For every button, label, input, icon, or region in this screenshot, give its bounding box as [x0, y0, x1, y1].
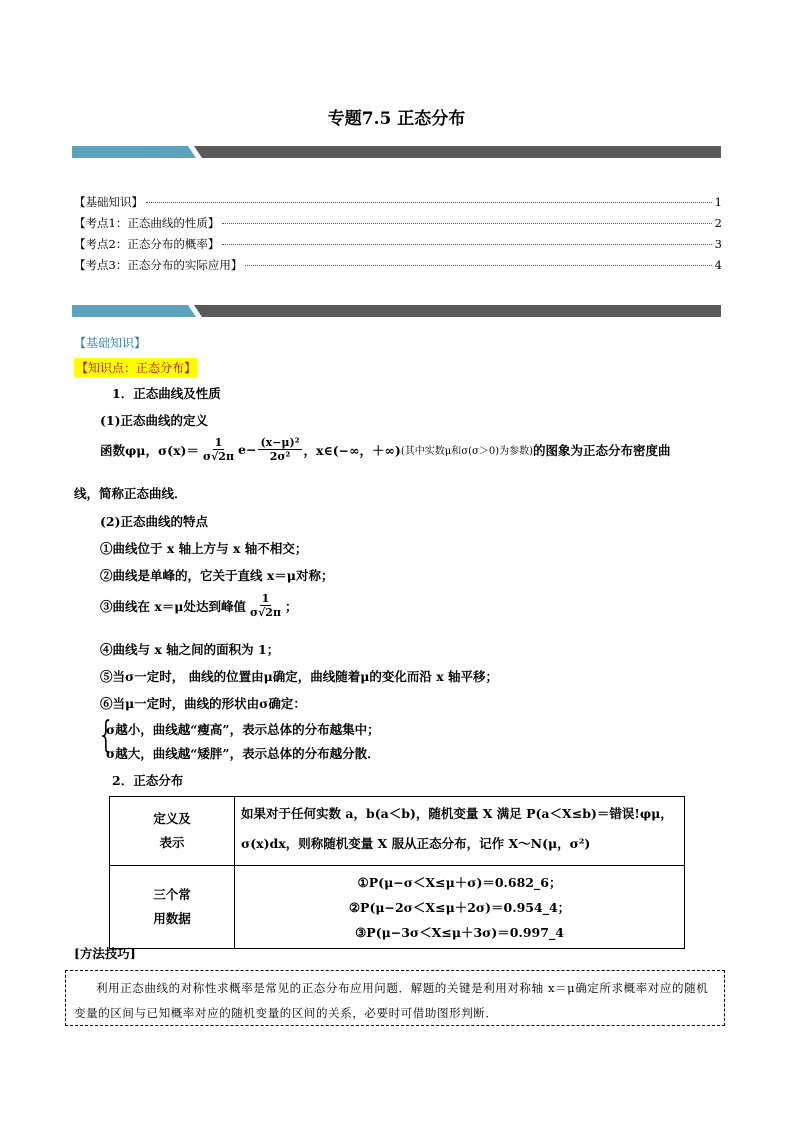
heading-curve-features: (2)正态曲线的特点: [100, 514, 209, 529]
toc-entry-topic-2[interactable]: 【考点2：正态分布的概率】 3: [74, 237, 722, 251]
feature-4: ④曲线与 x 轴之间的面积为 1；: [100, 642, 280, 657]
feature-6: ⑥当μ一定时，曲线的形状由σ确定：: [100, 696, 306, 711]
left-brace: {: [100, 715, 112, 756]
method-tips-text: 利用正态曲线的对称性求概率是常见的正态分布应用问题．解题的关键是利用对称轴 x＝μ确定所求概率对应的随机变量的区间与已知概率对应的随机变量的区间的关系，必要时可借助图形判断．: [74, 981, 709, 1020]
sigma-big-rule: σ越大，曲线越“矮胖”，表示总体的分布越分散．: [106, 746, 380, 761]
section-heading: 【基础知识】: [74, 336, 147, 350]
fraction-exponent: $\frac{\text{(x−μ)²}}{\text{2σ²}}$: [260, 436, 300, 463]
toc-entry-topic-3[interactable]: 【考点3：正态分布的实际应用】 4: [74, 258, 722, 272]
table-data-cell: ①P(μ−σ＜X≤μ＋σ)＝0.682_6； ②P(μ−2σ＜X≤μ＋2σ)＝0.954_4； ③P(μ−3σ＜X≤μ＋3σ)＝0.997_4: [235, 866, 685, 949]
banner-divider-top: [72, 146, 721, 158]
table-label-cell: 定义及 表示: [110, 797, 235, 866]
heading-normal-distribution: 2．正态分布: [112, 773, 184, 788]
table-definition-cell: 如果对于任何实数 a，b(a＜b)，随机变量 X 满足 P(a＜X≤b)＝错误!φμ， σ(x)dx，则称随机变量 X 服从正态分布，记作 X～N(μ，σ²): [235, 797, 685, 866]
banner-divider-bottom: [72, 305, 721, 317]
normal-distribution-table: [109, 796, 685, 949]
feature-1: ①曲线位于 x 轴上方与 x 轴不相交；: [100, 541, 308, 556]
feature-3: ③曲线在 x＝μ处达到峰值 $\frac{1}{\sigma√2\pi}$ ；: [100, 592, 298, 619]
sigma-small-rule: σ越小，曲线越“瘦高”，表示总体的分布越集中；: [106, 722, 380, 737]
method-tips-title: [方法技巧]: [74, 946, 136, 961]
page-title: 专题7.5 正态分布: [327, 109, 466, 129]
toc-entry-topic-1[interactable]: 【考点1：正态曲线的性质】 2: [74, 216, 722, 230]
method-tips-box: [65, 970, 725, 1026]
heading-curve-definition: (1)正态曲线的定义: [100, 413, 209, 428]
table-row: [110, 866, 685, 949]
table-label-cell: 三个常 用数据: [110, 866, 235, 949]
formula-continuation: 线，简称正态曲线．: [74, 486, 187, 501]
density-formula: 函数φμ，σ(x)＝ $\frac{1}{\sigma√2\pi}$ e− $\frac{\text{(x−μ)²}}{\text{2σ²}}$ ，x∈(−∞，＋∞) (其中实数μ和σ(σ＞0)为参数) 的图象为正态分布密度曲: [100, 436, 671, 463]
fraction-coefficient: $\frac{1}{\sigma√2\pi}$: [202, 436, 235, 463]
feature-5: ⑤当σ一定时， 曲线的位置由μ确定，曲线随着μ的变化而沿 x 轴平移；: [100, 669, 499, 684]
feature-2: ②曲线是单峰的，它关于直线 x＝μ对称；: [100, 568, 334, 583]
fraction-peak: $\frac{1}{\sigma√2\pi}$: [249, 592, 282, 619]
knowledge-point-tag: 【知识点：正态分布】: [74, 358, 198, 377]
heading-normal-curve: 1．正态曲线及性质: [112, 386, 221, 401]
toc-entry-basics[interactable]: 【基础知识】 1: [74, 195, 722, 209]
table-row: [110, 797, 685, 866]
